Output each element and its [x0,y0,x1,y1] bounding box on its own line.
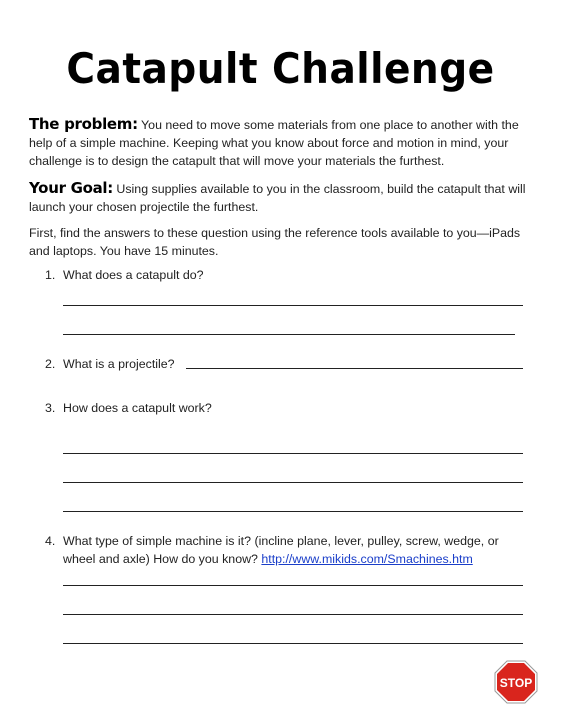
stop-sign-icon [494,660,538,704]
answer-line[interactable] [63,511,523,512]
question-4-text [63,532,528,568]
instructions-paragraph: First, find the answers to these question using the reference tools available to you—iPads and laptops. You have 15 minutes. [29,226,521,258]
reference-link[interactable]: http://www.mikids.com/Smachines.htm [261,552,473,566]
question-1-number: 1. [45,268,56,282]
question-2-number: 2. [45,357,56,371]
answer-line[interactable] [63,482,523,483]
answer-line[interactable] [63,305,523,306]
goal-paragraph [29,179,529,216]
problem-paragraph [29,115,529,170]
page-title: Catapult Challenge [66,44,495,93]
problem-lead: The problem: [29,115,138,133]
question-4-number: 4. [45,534,56,548]
goal-text: Using supplies available to you in the classroom, build the catapult that will launch your chosen projectile the furthest. [29,182,526,214]
question-4-body: What type of simple machine is it? (incline plane, lever, pulley, screw, wedge, or wheel and axle) How do you know? [63,534,499,566]
question-3-number: 3. [45,401,56,415]
goal-lead: Your Goal: [29,179,113,197]
answer-line[interactable] [63,643,523,644]
problem-text: You need to move some materials from one place to another with the help of a simple machine. Keeping what you know about force and motion in mind, your challenge is to design the catapult that will move your materials the furthest. [29,118,519,168]
answer-line[interactable] [63,585,523,586]
answer-line[interactable] [63,334,515,335]
question-2-text: What is a projectile? [63,357,175,371]
stop-sign-label: STOP [499,676,533,690]
answer-line[interactable] [63,453,523,454]
answer-line[interactable] [63,614,523,615]
answer-line[interactable] [186,368,523,369]
question-1-text: What does a catapult do? [63,268,204,282]
question-3-text: How does a catapult work? [63,401,212,415]
